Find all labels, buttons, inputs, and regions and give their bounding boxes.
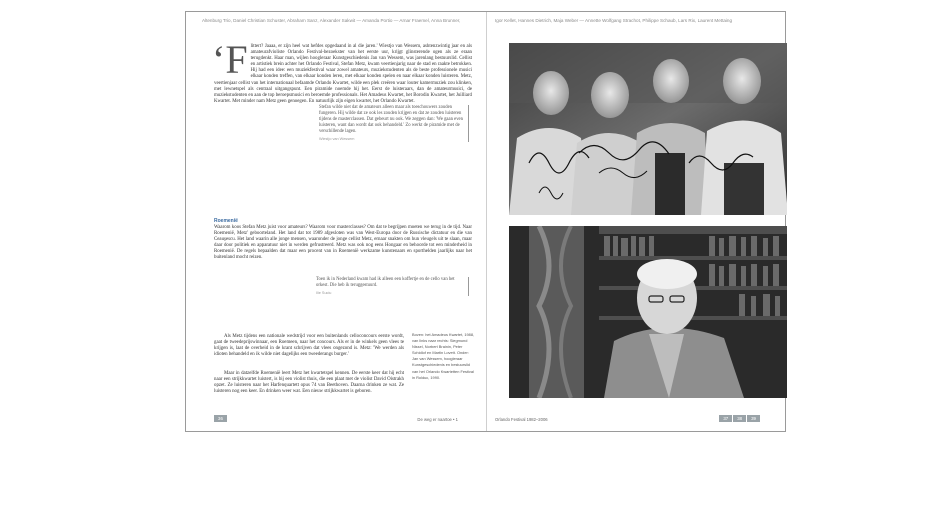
quote-attribution: Ilie Suciu [316,291,332,295]
quote-attribution: Wiestjo van Wessem [319,137,355,141]
quartet-paragraph: Maar in datzelfde Roemenië leert Metz het kwartetspel kennen. De eerste keer dat hij echt naar een strijkkwartet luistert, is bij een violist thuis, die een plaat met de violist David Oistrakh opzet. Ze luisteren naar het Harfenquartett opus 74 van Beethoven. Daarna drinken ze wat. Ze luisteren nog een keer. En drinken weer wat. Een nieuw strijkkwartet is geboren. [214,371,404,395]
photo-caption: Boven: het Amadeus Kwartet, 1988, van links naar rechts: Siegmund Nissel, Norbert Brainin, Peter Schidlof en Martin Lovett. Onder: Jan van Wessem, hoogleraar Kunstgeschiedenis en bestuurslid van het Orlando Kwartetten Festival in Rolduc, 1990. [412,332,475,380]
left-page [186,12,486,431]
left-footer-pagenum [214,415,228,422]
right-running-head: Igor Kellet, Hannes Dietrich, Maja Weber — Annette Wolfgang Strachot, Philippe Schaub, Lars Rix, Laurent Mettaing [495,18,733,23]
amadeus-photo-image [509,43,787,215]
intro-paragraph: ‘F littert? Jaaaa, er zijn heel wat hefdes opgedaand in al die jaren.' Wiestjo van Wessem, ashtenzwintig jaar en als amateurafvioliste Orlando Festival-bezoekster van het eerste uur, krijgt glinsterende ogen als ze eraan terugdenkt. Haar man, wijlen hoogleraar Kunstgeschiedenis Jan van Wessem, was jarenlang bestuurslid. Cellist en artistiek brein achter het Orlando Festival, Stefan Metz, kwam veertienjarig naar de stad en raakte betrokken. Hij had een idee: een muziekfestival waar zowel amateurs, muziekstudenten als de beste professionele musici elkaar konden treffen, van elkaar konden leren, met elkaar konden spelen en naar elkaar konden luisteren. Metz, veertienjaar cellist van het internationaal befaamde Orlando Kwartet, wilde een plek creëren waar louter kamermuziek zou klinken, met lewnetspel als centraal uitgangspunt. Een piramide noemde hij het. Eerst de luisteraars, dan de amateurmusici, de muziekstudenten en aan de top beroepsmusici en beroemde professionals. Het Amadeus Kwartet, het Borodin Kwartet, het Juilliard Kwartet. Met minder nam Metz geen genoegen. En natuurlijk zijn eigen kwartet, het Orlando Kwartet. [212,37,472,104]
dropcap: ‘F [212,37,248,82]
pull-quote-suciu: Toen ik in Nederland kwam had ik alleen een koffertje en de cello van het orkest. Die heb ik teruggestuurd. Ilie Suciu [316,277,469,296]
page-number: 39 [747,415,760,422]
photo-amadeus-quartet [509,43,787,215]
page-number: 37 [719,415,732,422]
page-number: 38 [733,415,746,422]
right-footer-title: Orlando Festival 1982–2006 [495,417,548,422]
pull-quote-wessem: Stefan wilde niet dat de amateurs alleen maar als toeschouwers zouden fungeren. Hij wilde dat ze ook les zouden krijgen en dat ze zouden luisteren tijdens de masterclassen. Dat gebeurt nu ook. We zeggen dan: 'We gaan even luisteren, want dan wordt dat ook behandeld.' Zo werkt de piramide met de verschillende lagen. Wiestjo van Wessem [319,105,469,142]
van-wessem-photo-image [509,226,787,398]
left-footer-title: De weg er naartoe • 1 [417,417,458,422]
left-running-head: Altenburg Trio, Daniel Christian Schuster, Abraham Sanz, Alexander Sakwit — Amanda Portio — Arnar Fraemel, Anna Brunner, [202,18,461,23]
romania-paragraph: Waarom koos Stefan Metz juist voor amateurs? Waarom voor masterclasses? Om dat te begrijpen moeten we terug in de tijd. Naar Roemenië, Metz' geboorteland. Het land dat tot 1989 afgesloten was van West-Europa door de Russische dictatuur en die van Ceauşescu. Het land waarin alle jonge mensen, waaronder de jonge cellist Metz, ernaar snakten om hun vleugels uit te slaan, maar daar door politiek en apparatuur niet in werden gefrustreerd. Metz was ook nog eens Hongaar en behoorde tot een minderheid in Roemenië. De regels bepaalden dat maar een procent van in Roemenië werkzame kunstenaars en sporthelden jaarlijks naar het buitenland mocht reizen. [214,225,472,261]
book-spread [185,11,786,432]
section-heading: Roemenië [214,218,238,224]
right-page [486,12,787,431]
page-number: 36 [214,415,227,422]
concours-paragraph: Als Metz tijdens een nationale wedstrijd voor een buitenlands celloconcours eerste wordt, gaat de tweedeprijswinnaar, een Roemeen, naar het concours. Als er in de winkels geen vlees te krijgen is, laat de overheid in de krant schrijven dat vlees ongezond is. Metz: 'We werden als idioten behandeld en ik wilde niet dagelijks een tweederangs burger.' [214,334,404,358]
photo-jan-van-wessem [509,226,787,398]
right-footer-pagenums [719,415,761,422]
